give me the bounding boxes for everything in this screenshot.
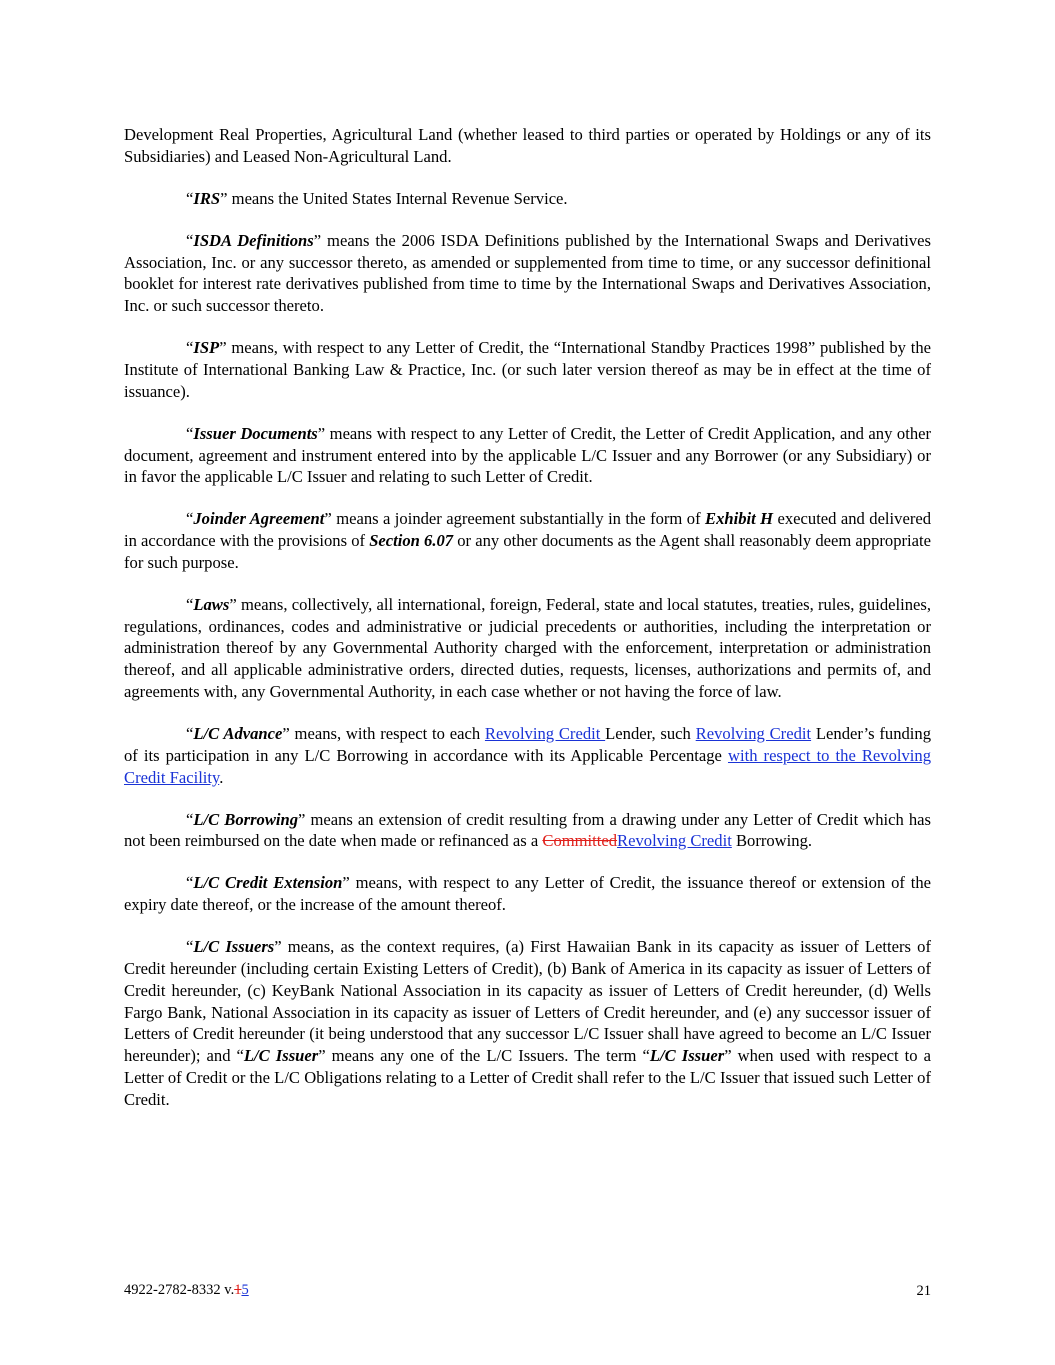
definition-joinder-agreement: “Joinder Agreement” means a joinder agreement substantially in the form of Exhibit H executed and delivered in accordance with the provisions of Section 6.07 or any other documents as the Agent shall reasonably deem appropriate for such purpose. [124, 509, 932, 572]
defined-term: L/C Issuer [243, 1046, 319, 1066]
deleted-text: Committed [542, 831, 618, 851]
definition-irs: “IRS” means the United States Internal Revenue Service. [186, 188, 568, 208]
defined-term: L/C Issuer [649, 1046, 725, 1066]
section-reference: Section 6.07 [369, 531, 454, 551]
defined-term: Laws [193, 594, 230, 614]
defined-term: L/C Credit Extension [193, 873, 343, 893]
document-id-footer: 4922-2782-8332 v.15 [124, 1282, 249, 1298]
deleted-version: 1 [234, 1282, 242, 1298]
definition-lc-credit-extension: “L/C Credit Extension” means, with respect to any Letter of Credit, the issuance thereof or extension of the expiry date thereof, or the increase of the amount thereof. [124, 873, 931, 915]
defined-term: L/C Advance [193, 724, 283, 744]
defined-term: Issuer Documents [193, 423, 318, 443]
definition-lc-borrowing: “L/C Borrowing” means an extension of credit resulting from a drawing under any Letter of Credit which has not been reimbursed on the date when made or refinanced as a CommittedRevolving Credit Borrowing. [124, 809, 931, 851]
inserted-text[interactable]: Revolving Credit [484, 724, 606, 744]
defined-term: IRS [193, 188, 221, 208]
exhibit-reference: Exhibit H [705, 509, 774, 529]
document-body [124, 124, 931, 1131]
definition-lc-advance: “L/C Advance” means, with respect to each Revolving Credit Lender, such Revolving Credit Lender’s funding of its participation in any L/C Borrowing in accordance with its Applicable Percentage with respect to the Revolving Credit Facility. [124, 724, 931, 787]
inserted-version[interactable]: 5 [241, 1282, 249, 1298]
defined-term: Joinder Agreement [193, 509, 325, 529]
inserted-text[interactable]: Revolving Credit [695, 724, 812, 744]
definition-laws: “Laws” means, collectively, all international, foreign, Federal, state and local statutes, treaties, rules, guidelines, regulations, ordinances, codes and administrative or judicial precedents or authorities, including the interpretation or administration thereof by any Governmental Authority charged with the enforcement, interpretation or administration thereof, and all applicable administrative orders, directed duties, requests, licenses, authorizations and permits of, and agreements with, any Governmental Authority, in each case whether or not having the force of law. [124, 594, 931, 702]
inserted-text[interactable]: with respect to the Revolving Credit Facility [124, 745, 931, 787]
definition-isp: “ISP” means, with respect to any Letter of Credit, the “International Standby Practices 1998” published by the Institute of International Banking Law & Practice, Inc. (or such later version thereof as may be in effect at the time of issuance). [124, 338, 931, 401]
paragraph-continuation: Development Real Properties, Agricultural Land (whether leased to third parties or operated by Holdings or any of its Subsidiaries) and Leased Non-Agricultural Land. [124, 125, 931, 166]
defined-term: ISP [193, 338, 220, 358]
definition-isda: “ISDA Definitions” means the 2006 ISDA Definitions published by the International Swaps and Derivatives Association, Inc. or any successor thereto, as amended or supplemented from time to time, or any successor definitional booklet for interest rate derivatives published from time to time by the International Swaps and Derivatives Association, Inc. or such successor thereto. [124, 230, 931, 316]
defined-term: ISDA Definitions [193, 230, 314, 250]
defined-term: L/C Borrowing [193, 809, 299, 829]
definition-lc-issuers: “L/C Issuers” means, as the context requires, (a) First Hawaiian Bank in its capacity as issuer of Letters of Credit hereunder (including certain Existing Letters of Credit), (b) Bank of America in its capacity as issuer of Letters of Credit hereunder, (c) KeyBank National Association in its capacity as issuer of Letters of Credit hereunder, (d) Wells Fargo Bank, National Association in its capacity as issuer of Letters of Credit hereunder, and (e) any successor issuer of Letters of Credit hereunder (it being understood that any successor L/C Issuer shall have agreed to become an L/C Issuer hereunder); and “L/C Issuer” means any one of the L/C Issuers. The term “L/C Issuer” when used with respect to a Letter of Credit or the L/C Obligations relating to a Letter of Credit shall refer to the L/C Issuer that issued such Letter of Credit. [124, 937, 932, 1109]
definition-issuer-documents: “Issuer Documents” means with respect to any Letter of Credit, the Letter of Credit Application, and any other document, agreement and instrument entered into by the applicable L/C Issuer and any Borrower (or any Subsidiary) or in favor the applicable L/C Issuer and relating to such Letter of Credit. [124, 423, 932, 487]
inserted-text[interactable]: Revolving Credit [617, 831, 732, 851]
defined-term: L/C Issuers [193, 937, 275, 957]
page-number: 21 [916, 1283, 931, 1299]
